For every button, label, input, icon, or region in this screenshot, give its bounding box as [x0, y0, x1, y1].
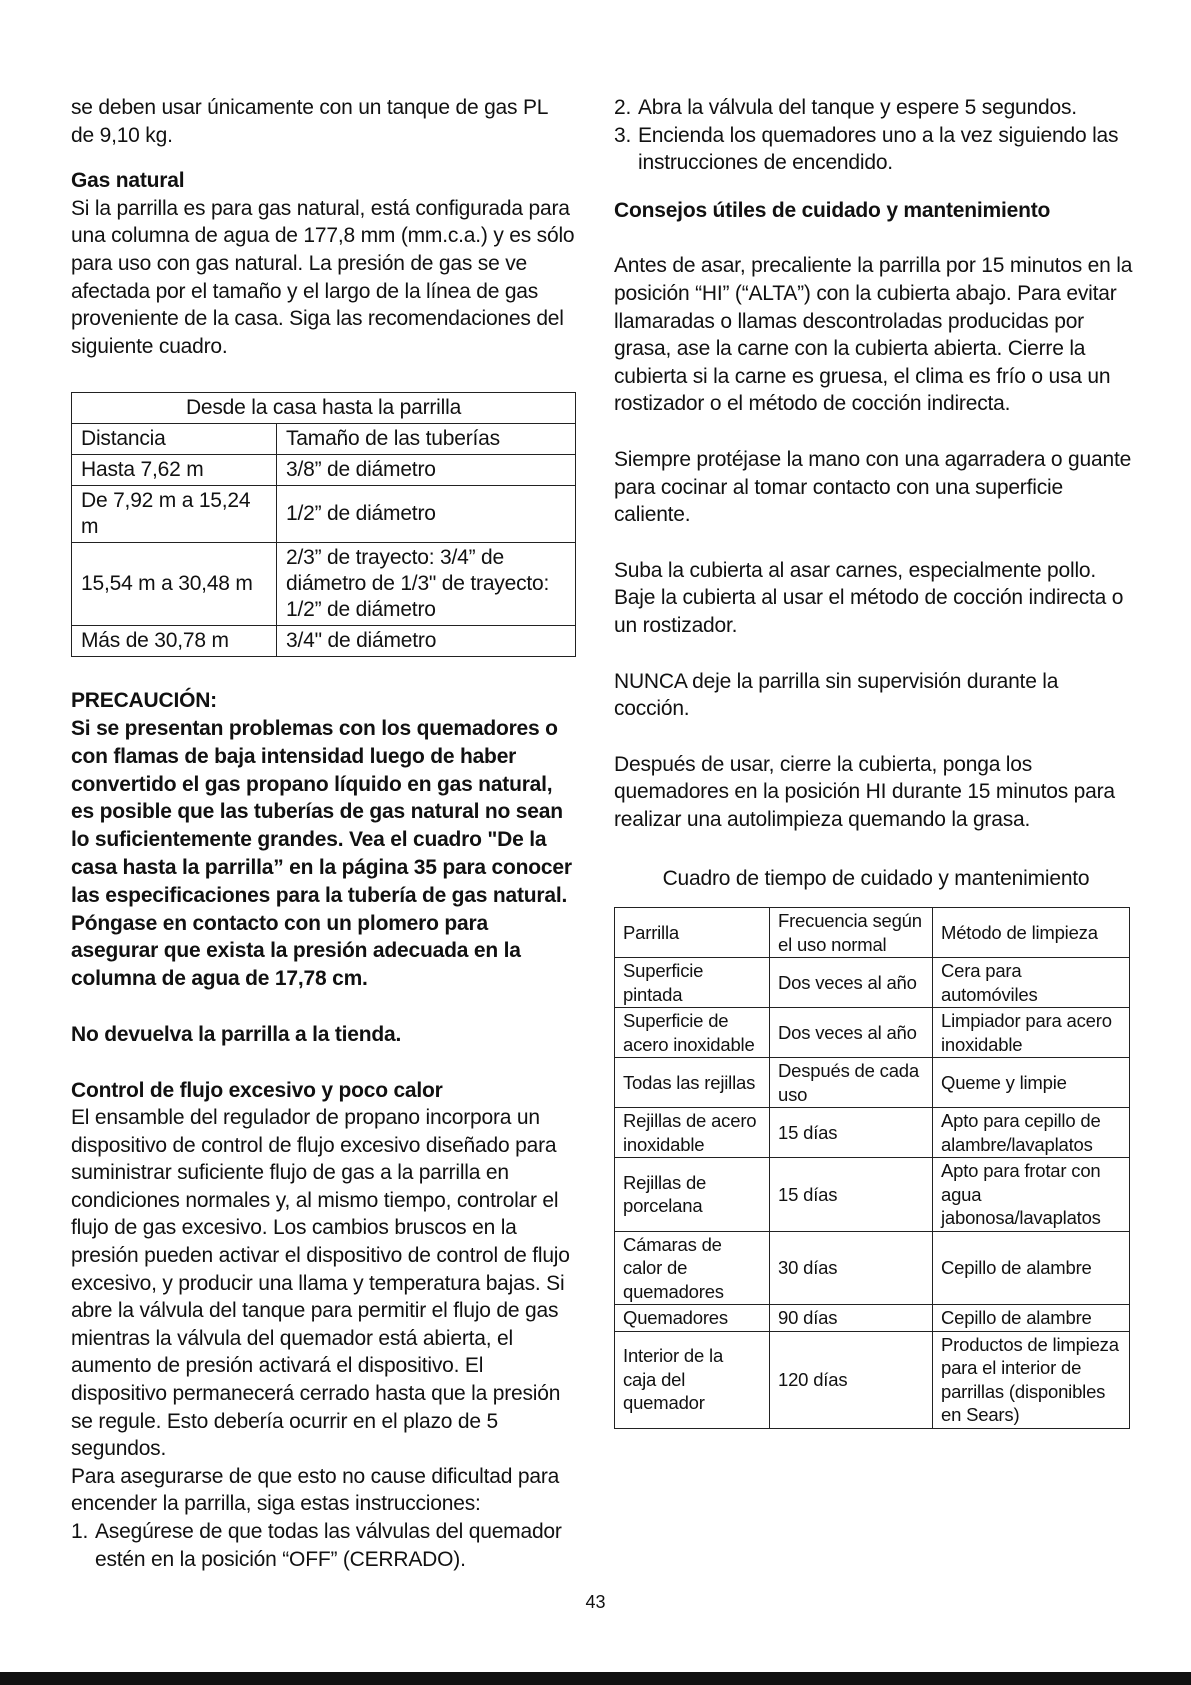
table-cell: Cera para automóviles	[933, 958, 1130, 1008]
table-row	[72, 424, 576, 455]
maintenance-table	[614, 907, 1130, 1429]
maint-header-frequency: Frecuencia según el uso normal	[770, 908, 933, 958]
table-row	[615, 1108, 1130, 1158]
right-column	[614, 94, 1138, 1429]
table-cell: Dos veces al año	[770, 1008, 933, 1058]
table-row	[615, 1231, 1130, 1305]
table-row	[615, 1058, 1130, 1108]
tips-heading: Consejos útiles de cuidado y mantenimiento	[614, 198, 1051, 222]
table-cell: 90 días	[770, 1305, 933, 1332]
flow-control-text: El ensamble del regulador de propano incorpora un dispositivo de control de flujo excesivo diseñado para suministrar suficiente flujo de gas a la parrilla en condiciones normales y, al mismo tiempo, controlar el flujo de gas excesivo. Los cambios bruscos en la presión pueden activar el dispositivo de control de flujo excesivo, y producir una llama y temperatura bajas. Si abre la válvula del tanque para permitir el flujo de gas mientras la válvula del quemador está abierta, el aumento de presión activará el dispositivo. El dispositivo permanecerá cerrado hasta que la presión se regule. Esto debería ocurrir en el plazo de 5 segundos.	[71, 1106, 570, 1461]
maintenance-table-title: Cuadro de tiempo de cuidado y mantenimiento	[662, 867, 1090, 891]
table-row	[615, 1305, 1130, 1332]
table-cell: Cepillo de alambre	[933, 1305, 1130, 1332]
table-cell: 15 días	[770, 1158, 933, 1232]
table-cell: 120 días	[770, 1331, 933, 1428]
table-cell: 30 días	[770, 1231, 933, 1305]
table-cell: Cepillo de alambre	[933, 1231, 1130, 1305]
table-cell: Después de cada uso	[770, 1058, 933, 1108]
list-item	[71, 1518, 576, 1573]
table-cell: De 7,92 m a 15,24 m	[72, 486, 277, 543]
gas-table-header-size: Tamaño de las tuberías	[277, 424, 576, 455]
step-number: 2.	[614, 96, 632, 119]
flow-control-heading: Control de flujo excesivo y poco calor	[71, 1078, 443, 1102]
table-cell: Productos de limpieza para el interior de parrillas (disponibles en Sears)	[933, 1331, 1130, 1428]
gas-table-title: Desde la casa hasta la parrilla	[72, 393, 576, 424]
left-column	[71, 94, 576, 1573]
table-cell: Hasta 7,62 m	[72, 455, 277, 486]
gas-table-header-distance: Distancia	[72, 424, 277, 455]
no-return-notice: No devuelva la parrilla a la tienda.	[71, 1022, 402, 1046]
table-cell: 3/8” de diámetro	[277, 455, 576, 486]
table-cell: Más de 30,78 m	[72, 626, 277, 657]
tip-text: NUNCA deje la parrilla sin supervisión durante la cocción.	[614, 669, 1059, 721]
intro-text: se deben usar únicamente con un tanque de gas PL de 9,10 kg.	[71, 96, 548, 147]
maint-header-method: Método de limpieza	[933, 908, 1130, 958]
table-cell: Limpiador para acero inoxidable	[933, 1008, 1130, 1058]
list-item	[614, 122, 1138, 177]
caution-text: Si se presentan problemas con los quemadores o con flamas de baja intensidad luego de haber convertido el gas propano líquido en gas natural, es posible que las tuberías de gas natural no sean lo suficientemente grandes. Vea el cuadro "De la casa hasta la parrilla” en la página 35 para conocer las especificaciones para la tubería de gas natural. Póngase en contacto con un plomero para asegurar que exista la presión adecuada en la columna de agua de 17,78 cm.	[71, 716, 572, 991]
flow-control-text-2: Para asegurarse de que esto no cause dificultad para encender la parrilla, siga estas instrucciones:	[71, 1464, 560, 1516]
table-cell: Apto para cepillo de alambre/lavaplatos	[933, 1108, 1130, 1158]
table-row	[615, 1158, 1130, 1232]
table-cell: 15 días	[770, 1108, 933, 1158]
gas-pipe-table	[71, 392, 576, 657]
bottom-scan-border	[0, 1672, 1191, 1685]
table-cell: Rejillas de acero inoxidable	[615, 1108, 770, 1158]
table-cell: Todas las rejillas	[615, 1058, 770, 1108]
table-row	[615, 908, 1130, 958]
step-text: Encienda los quemadores uno a la vez siguiendo las instrucciones de encendido.	[638, 123, 1119, 175]
table-cell: Interior de la caja del quemador	[615, 1331, 770, 1428]
step-number: 3.	[614, 123, 632, 147]
table-cell: Superficie de acero inoxidable	[615, 1008, 770, 1058]
table-cell: Queme y limpie	[933, 1058, 1130, 1108]
tip-text: Antes de asar, precaliente la parrilla por 15 minutos en la posición “HI” (“ALTA”) con la cubierta abajo. Para evitar llamaradas o llamas descontroladas producidas por grasa, ase la carne con la cubierta abierta. Cierre la cubierta si la carne es gruesa, el clima es frío o usa un rostizador o el método de cocción indirecta.	[614, 254, 1133, 416]
table-cell: 1/2” de diámetro	[277, 486, 576, 543]
table-cell: Dos veces al año	[770, 958, 933, 1008]
table-row	[72, 455, 576, 486]
steps-list-continued	[614, 94, 1138, 177]
natural-gas-text: Si la parrilla es para gas natural, está configurada para una columna de agua de 177,8 mm (mm.c.a.) y es sólo para uso con gas natural. La presión de gas se ve afectada por el tamaño y el largo de la línea de gas proveniente de la casa. Siga las recomendaciones del siguiente cuadro.	[71, 196, 575, 358]
page-number: 43	[585, 1592, 606, 1612]
table-row	[615, 1008, 1130, 1058]
table-row	[72, 486, 576, 543]
step-number: 1.	[71, 1520, 89, 1543]
list-item	[614, 94, 1138, 122]
table-row	[72, 626, 576, 657]
table-row	[72, 543, 576, 626]
table-row	[615, 1331, 1130, 1428]
step-text: Asegúrese de que todas las válvulas del quemador estén en la posición “OFF” (CERRADO).	[95, 1520, 562, 1571]
table-cell: Superficie pintada	[615, 958, 770, 1008]
steps-list	[71, 1518, 576, 1573]
tip-text: Suba la cubierta al asar carnes, especialmente pollo. Baje la cubierta al usar el método de cocción indirecta o un rostizador.	[614, 558, 1124, 637]
table-cell: Cámaras de calor de quemadores	[615, 1231, 770, 1305]
tip-text: Siempre protéjase la mano con una agarradera o guante para cocinar al tomar contacto con una superficie caliente.	[614, 447, 1132, 527]
tip-text: Después de usar, cierre la cubierta, ponga los quemadores en la posición HI durante 15 minutos para realizar una autolimpieza quemando la grasa.	[614, 752, 1115, 831]
table-cell: Apto para frotar con agua jabonosa/lavaplatos	[933, 1158, 1130, 1232]
step-text: Abra la válvula del tanque y espere 5 segundos.	[638, 96, 1077, 119]
caution-heading: PRECAUCIÓN:	[71, 689, 217, 713]
table-cell: 2/3” de trayecto: 3/4” de diámetro de 1/3" de trayecto: 1/2” de diámetro	[277, 543, 576, 626]
natural-gas-heading: Gas natural	[71, 169, 185, 193]
table-row	[615, 958, 1130, 1008]
table-cell: Rejillas de porcelana	[615, 1158, 770, 1232]
table-cell: 15,54 m a 30,48 m	[72, 543, 277, 626]
table-cell: Quemadores	[615, 1305, 770, 1332]
maint-header-grill: Parrilla	[615, 908, 770, 958]
table-cell: 3/4" de diámetro	[277, 626, 576, 657]
